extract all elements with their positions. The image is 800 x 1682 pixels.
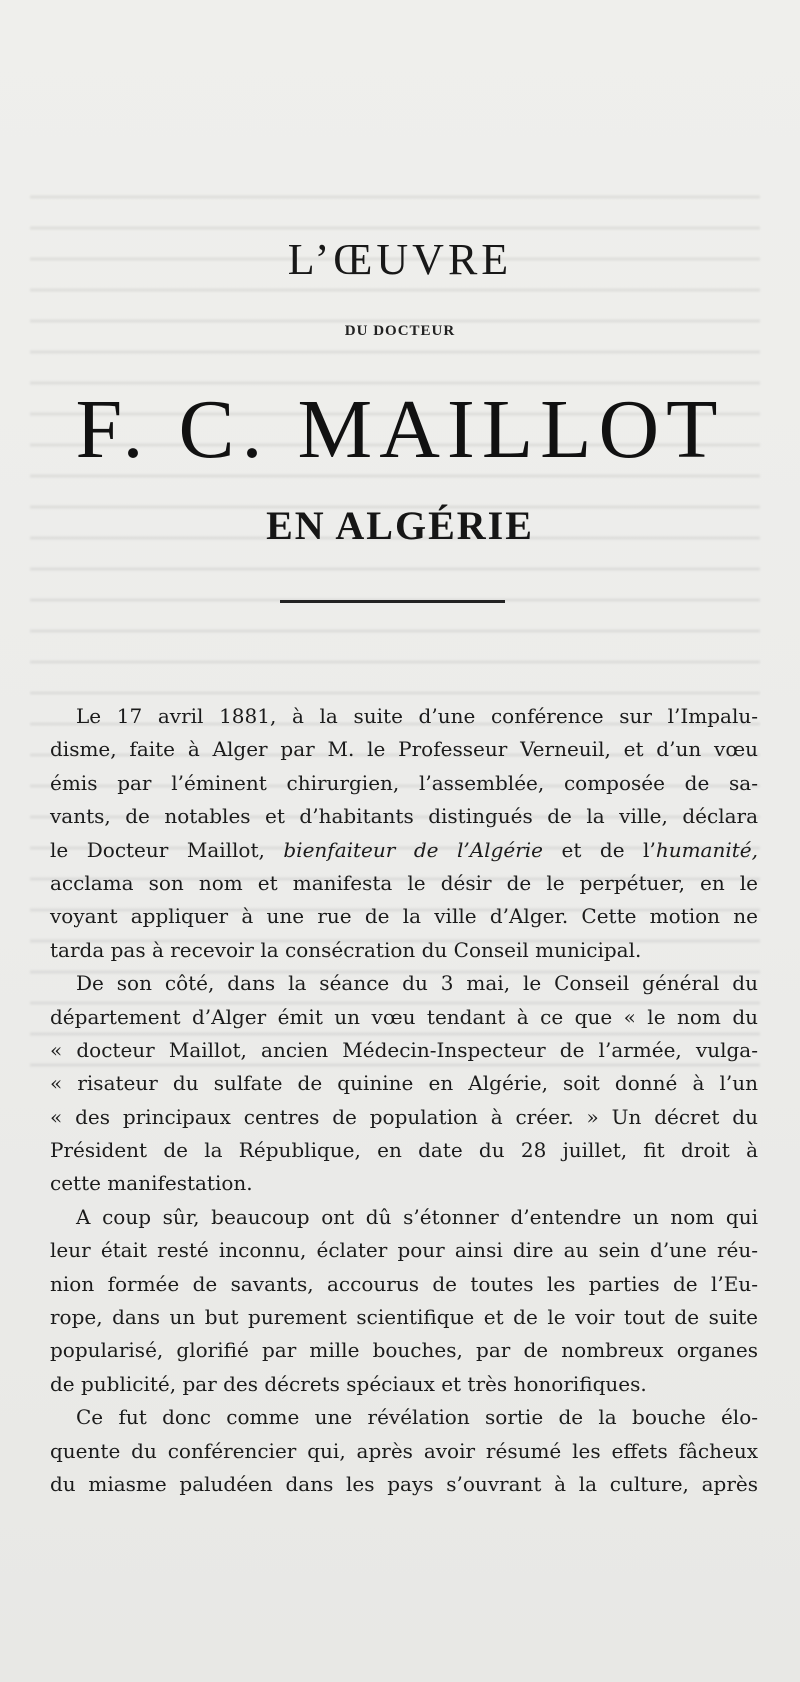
- body-line-mixed: [50, 834, 758, 867]
- body-line: du miasme paludéen dans les pays s’ouvrant à la culture, après: [50, 1471, 758, 1496]
- body-line: Président de la République, en date du 28 juillet, fit droit à: [50, 1138, 758, 1163]
- body-line: « docteur Maillot, ancien Médecin-Inspecteur de l’armée, vulga-: [50, 1037, 758, 1062]
- body-line: leur était resté inconnu, éclater pour ainsi dire au sein d’une réu-: [50, 1238, 758, 1263]
- title-du-docteur: DU DOCTEUR: [344, 323, 456, 339]
- body-line: vants, de notables et d’habitants distingués de la ville, déclara: [50, 804, 758, 829]
- body-line: tarda pas à recevoir la consécration du Conseil municipal.: [50, 937, 642, 962]
- title-rule: [280, 600, 505, 603]
- body-line: « risateur du sulfate de quinine en Algérie, soit donné à l’un: [50, 1071, 758, 1096]
- body-line: nion formée de savants, accourus de toutes les parties de l’Eu-: [50, 1271, 758, 1296]
- body-line: disme, faite à Alger par M. le Professeur Verneuil, et d’un vœu: [50, 737, 758, 762]
- body-line: cette manifestation.: [50, 1171, 253, 1196]
- title-en-algerie: EN ALGÉRIE: [266, 503, 534, 548]
- body-line: rope, dans un but purement scientifique et de le voir tout de suite: [50, 1305, 758, 1330]
- body-line: De son côté, dans la séance du 3 mai, le Conseil général du: [76, 971, 758, 996]
- body-text: [50, 700, 758, 1501]
- body-line: émis par l’éminent chirurgien, l’assemblée, composée de sa-: [50, 770, 758, 795]
- body-line: de publicité, par des décrets spéciaux et très honorifiques.: [50, 1371, 647, 1396]
- body-line: acclama son nom et manifesta le désir de le perpétuer, en le: [50, 870, 758, 895]
- body-segment: et de l’: [543, 837, 656, 862]
- title-name: F. C. MAILLOT: [75, 383, 725, 476]
- body-line: quente du conférencier qui, après avoir résumé les effets fâcheux: [50, 1438, 758, 1463]
- body-line: Ce fut donc comme une révélation sortie de la bouche élo-: [76, 1405, 758, 1430]
- body-line: Le 17 avril 1881, à la suite d’une conférence sur l’Impalu-: [76, 704, 758, 728]
- body-line: A coup sûr, beaucoup ont dû s’étonner d’entendre un nom qui: [76, 1204, 758, 1229]
- body-segment: le Docteur Maillot,: [50, 837, 284, 862]
- body-line: voyant appliquer à une rue de la ville d’Alger. Cette motion ne: [50, 904, 758, 929]
- body-segment-italic: humanité,: [655, 837, 758, 862]
- title-oeuvre: L’ŒUVRE: [287, 235, 513, 284]
- body-line: département d’Alger émit un vœu tendant à ce que « le nom du: [50, 1004, 758, 1029]
- body-line: popularisé, glorifié par mille bouches, par de nombreux organes: [50, 1338, 758, 1363]
- body-line: « des principaux centres de population à créer. » Un décret du: [50, 1104, 758, 1129]
- body-segment-italic: bienfaiteur de l’Algérie: [283, 837, 544, 862]
